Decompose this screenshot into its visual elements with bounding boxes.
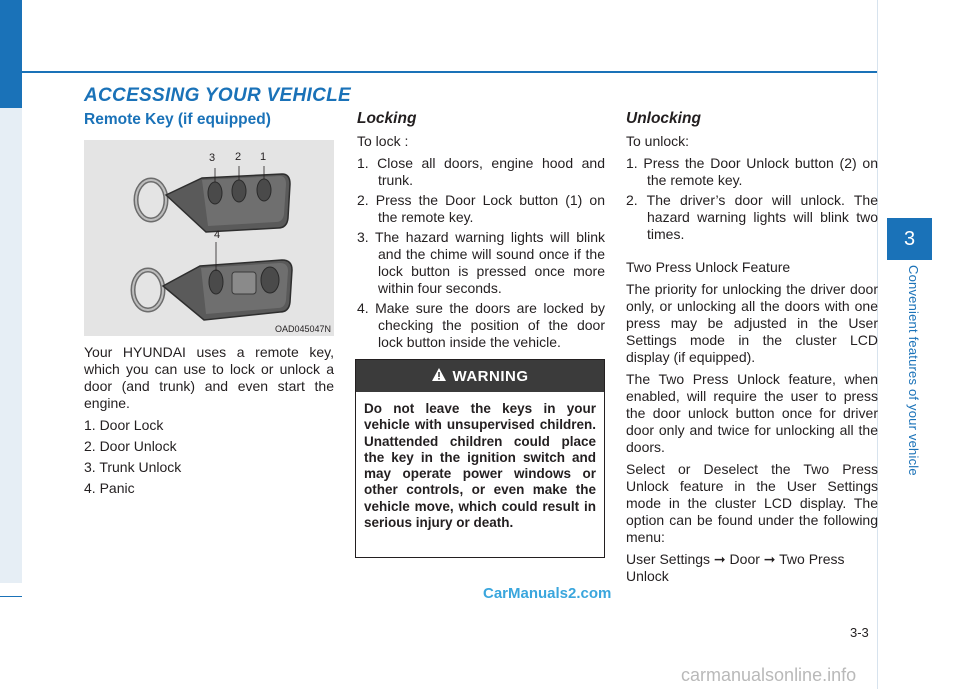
remote-key-intro: Your HYUNDAI uses a remote key, which you can use to lock or unlock a door (and trunk) and even start the engine. bbox=[84, 344, 334, 411]
unlocking-text bbox=[626, 133, 878, 590]
locking-step-1: 1. Close all doors, engine hood and trunk. bbox=[357, 155, 605, 188]
callout-4: 4 bbox=[214, 229, 221, 241]
remote-key-text bbox=[84, 344, 334, 501]
callout-2: 2 bbox=[235, 151, 242, 163]
remote-item-door-unlock: 2. Door Unlock bbox=[84, 438, 177, 454]
remote-item-panic: 4. Panic bbox=[84, 480, 135, 496]
unlocking-intro: To unlock: bbox=[626, 133, 690, 149]
two-press-title: Two Press Unlock Feature bbox=[626, 259, 791, 275]
fob-panel bbox=[232, 272, 256, 294]
watermark-top: CarManuals2.com bbox=[483, 585, 612, 602]
warning-box bbox=[355, 359, 605, 558]
locking-text bbox=[357, 133, 605, 354]
trunk-button bbox=[208, 182, 222, 204]
panic-button bbox=[209, 270, 223, 294]
unlocking-step-2: 2. The driver’s door will unlock. The hazard warning lights will blink two times. bbox=[626, 192, 878, 242]
header-rule bbox=[22, 71, 878, 73]
left-margin-tab bbox=[0, 0, 22, 108]
locking-step-2: 2. Press the Door Lock button (1) on the remote key. bbox=[357, 192, 605, 225]
fob-dome bbox=[261, 267, 279, 293]
callout-1: 1 bbox=[260, 151, 267, 163]
locking-step-3: 3. The hazard warning lights will blink and the chime will sound once if the lock button is pressed once more within four seconds. bbox=[357, 229, 605, 296]
lock-button bbox=[257, 179, 271, 201]
figure-caption: OAD045047N bbox=[274, 324, 331, 334]
unlock-button bbox=[232, 180, 246, 202]
remote-item-door-lock: 1. Door Lock bbox=[84, 417, 164, 433]
callout-3: 3 bbox=[209, 152, 216, 164]
locking-step-4: 4. Make sure the doors are locked by checking the position of the door lock button inside the vehicle. bbox=[357, 300, 605, 350]
section-title: ACCESSING YOUR VEHICLE bbox=[84, 85, 352, 106]
remote-key-figure bbox=[84, 140, 334, 336]
unlocking-step-1: 1. Press the Door Unlock button (2) on the remote key. bbox=[626, 155, 878, 188]
locking-intro: To lock : bbox=[357, 133, 409, 149]
unlocking-heading: Unlocking bbox=[626, 110, 701, 127]
two-press-para-3: Select or Deselect the Two Press Unlock feature in the User Settings mode in the cluster LCD display. The option can be found under the following menu: bbox=[626, 461, 878, 545]
two-press-para-1: The priority for unlocking the driver door only, or unlocking all the doors with one press may be adjusted in the User Settings mode in the cluster LCD display (if equipped). bbox=[626, 281, 878, 365]
remote-key-illustration bbox=[84, 140, 334, 336]
warning-text: Do not leave the keys in your vehicle with unsupervised children. Unattended children could place the key in the ignition switch and may operate power windows or other controls, or even make the vehicle move, which could result in serious injury or death. bbox=[364, 401, 596, 531]
warning-label: WARNING bbox=[452, 367, 529, 385]
footer-rule bbox=[0, 596, 22, 597]
key-ring-top-highlight bbox=[136, 180, 166, 220]
locking-heading: Locking bbox=[357, 110, 417, 127]
two-press-para-2: The Two Press Unlock feature, when enabled, will require the user to press the door unlock button once for driver door only and twice for unlocking all the doors. bbox=[626, 371, 878, 455]
key-ring-bottom-highlight bbox=[133, 270, 163, 310]
warning-icon bbox=[432, 368, 446, 385]
remote-item-trunk-unlock: 3. Trunk Unlock bbox=[84, 459, 182, 475]
chapter-number: 3 bbox=[887, 218, 932, 260]
chapter-title: Convenient features of your vehicle bbox=[906, 265, 921, 476]
watermark-bottom: carmanualsonline.info bbox=[681, 665, 857, 685]
warning-header bbox=[356, 360, 604, 392]
remote-key-heading: Remote Key (if equipped) bbox=[84, 111, 271, 128]
page-number: 3-3 bbox=[850, 625, 869, 640]
menu-path: User Settings ➞ Door ➞ Two Press Unlock bbox=[626, 551, 845, 584]
